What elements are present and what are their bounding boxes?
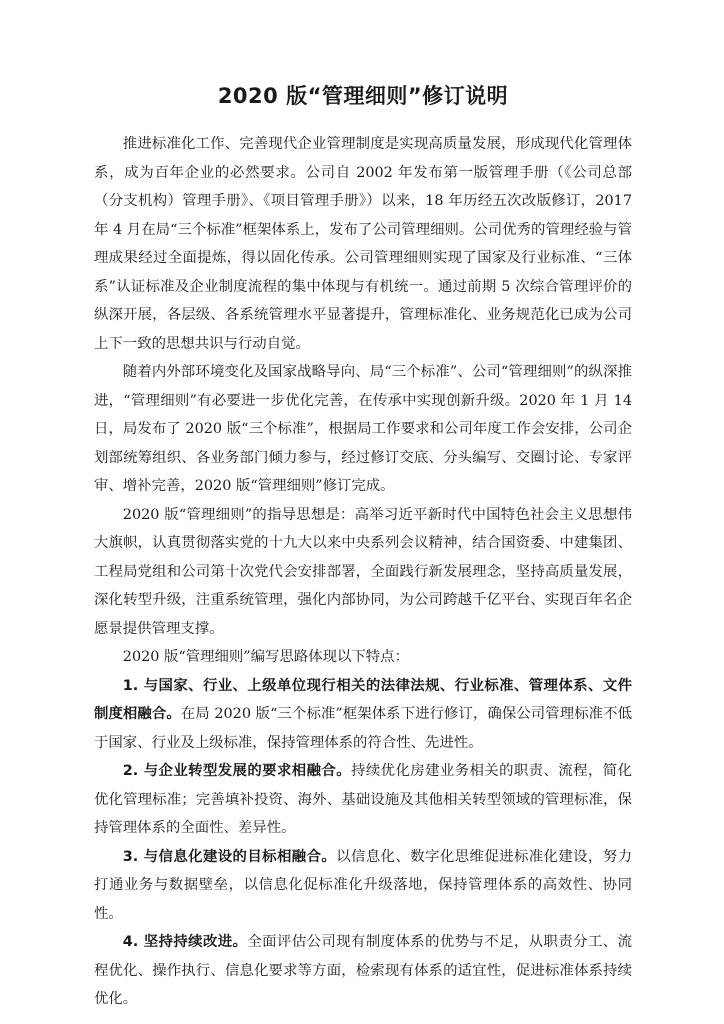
feature-text: 全面评估公司现有制度体系的优势与不足，从职责分工、流程优化、操作执行、信息化要求等方面，检索现有体系的适宜性，促进标准体系持续优化。	[94, 934, 632, 1007]
feature-item-4	[94, 928, 632, 1014]
paragraph-background	[94, 358, 632, 501]
feature-heading: 3. 与信息化建设的目标相融合。	[122, 848, 337, 865]
document-title: 2020 版“管理细则”修订说明	[217, 84, 509, 108]
feature-item-3	[94, 843, 632, 929]
feature-text: 在局 2020 版“三个标准”框架体系下进行修订，确保公司管理标准不低于国家、行业及上级标准，保持管理体系的符合性、先进性。	[94, 706, 632, 751]
feature-heading: 1. 与国家、行业、上级单位现行相关的法律法规、行业标准、管理体系、文件制度相融合。	[94, 677, 632, 722]
paragraph-text: 2020 版“管理细则”的指导思想是：高举习近平新时代中国特色社会主义思想伟大旗帜，认真贯彻落实党的十九大以来中央系列会议精神，结合国资委、中建集团、工程局党组和公司第十次党代会安排部署，全面践行新发展理念，坚持高质量发展，深化转型升级，注重系统管理，强化内部协同，为公司跨越千亿平台、实现百年名企愿景提供管理支撑。	[94, 506, 632, 637]
paragraph-text: 2020 版“管理细则”编写思路体现以下特点：	[122, 649, 409, 665]
paragraph-intro	[94, 130, 632, 358]
paragraph-guiding-thought	[94, 501, 632, 644]
feature-heading: 4. 坚持持续改进。	[122, 934, 248, 950]
feature-item-1	[94, 672, 632, 758]
feature-item-2	[94, 757, 632, 843]
paragraph-text: 推进标准化工作、完善现代企业管理制度是实现高质量发展，形成现代化管理体系，成为百年企业的必然要求。公司自 2002 年发布第一版管理手册（《公司总部（分支机构）管理手册》、《项目管理手册》）以来，18 年历经五次改版修订，2017 年 4 月在局“三个标准”框架体系上，发布了公司管理细则。公司优秀的管理经验与管理成果经过全面提炼，得以固化传承。公司管理细则实现了国家及行业标准、“三体系”认证标准及企业制度流程的集中体现与有机统一。通过前期 5 次综合管理评价的纵深开展，各层级、各系统管理水平显著提升，管理标准化、业务规范化已成为公司上下一致的思想共识与行动自觉。	[94, 136, 632, 352]
feature-text: 持续优化房建业务相关的职责、流程，简化优化管理标准；完善填补投资、海外、基础设施及其他相关转型领域的管理标准，保持管理体系的全面性、差异性。	[94, 763, 632, 836]
feature-heading: 2. 与企业转型发展的要求相融合。	[122, 763, 352, 779]
paragraph-features-intro	[94, 643, 632, 672]
paragraph-text: 随着内外部环境变化及国家战略导向、局“三个标准”、公司“管理细则”的纵深推进，“管理细则”有必要进一步优化完善，在传承中实现创新升级。2020 年 1 月 14 日，局发布了 2020 版“三个标准”，根据局工作要求和公司年度工作会安排，公司企划部统筹组织、各业务部门倾力参与，经过修订交底、分头编写、交圈讨论、专家评审、增补完善，2020 版“管理细则”修订完成。	[94, 364, 632, 494]
feature-text: 以信息化、数字化思维促进标准化建设，努力打通业务与数据壁垒，以信息化促标准化升级落地，保持管理体系的高效性、协同性。	[94, 848, 632, 922]
